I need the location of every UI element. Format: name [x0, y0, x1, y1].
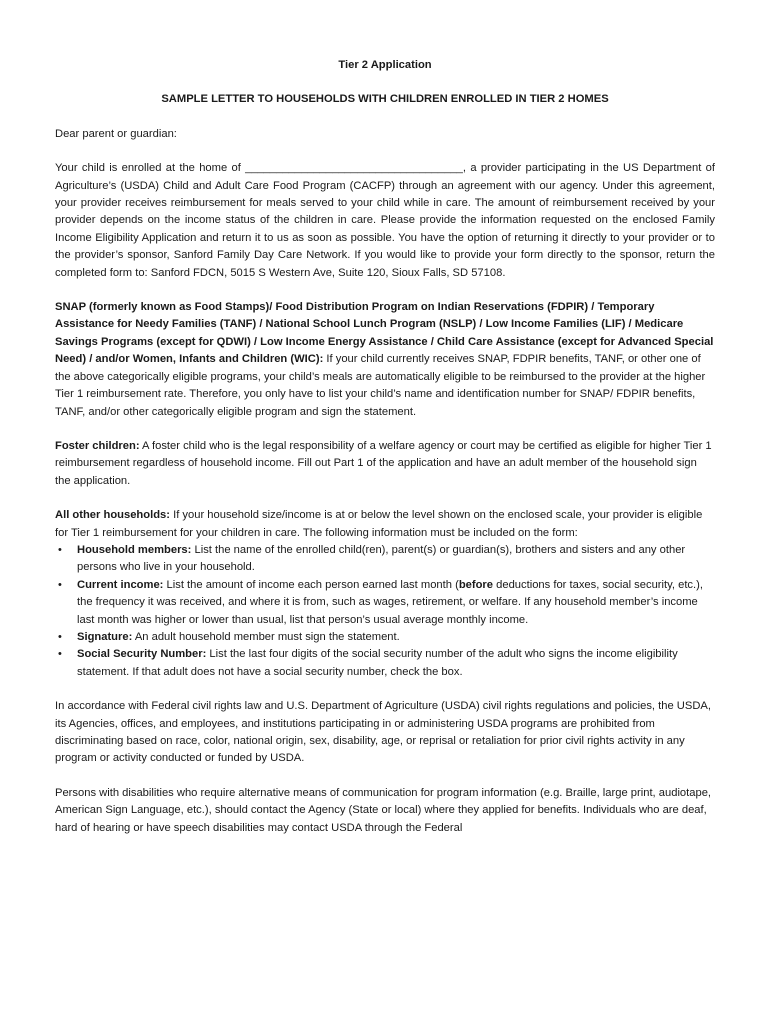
- bullet-icon: •: [58, 543, 62, 556]
- other-households-paragraph: [55, 507, 715, 542]
- foster-body: A foster child who is the legal responsibility of a welfare agency or court may be certified as eligible for higher Tier 1 reimbursement regardless of household income. Fill out Part 1 of the application and have an adult member of the household sign the application.: [55, 439, 712, 487]
- list-item: [55, 577, 715, 629]
- required-info-list: [55, 542, 715, 681]
- snap-body: If your child currently receives SNAP, FDPIR benefits, TANF, or other one of the above categorically eligible programs, your child’s meals are automatically eligible to be reimbursed to the provider at the higher Tier 1 reimbursement rate. Therefore, you only have to list your child’s name and identification number for SNAP/ FDPIR benefits, TANF, and/or other categorically eligible program and sign the statement.: [55, 353, 706, 418]
- civil-rights-paragraph: In accordance with Federal civil rights law and U.S. Department of Agriculture (USDA) civil rights regulations and policies, the USDA, its Agencies, offices, and employees, and institutions participating in or administering USDA programs are prohibited from discriminating based on race, color, national origin, sex, disability, age, or reprisal or retaliation for prior civil rights activity in any program or activity conducted or funded by USDA.: [55, 700, 711, 765]
- list-item-heading: Signature:: [77, 630, 133, 643]
- list-item-emphasis: before: [458, 578, 494, 591]
- list-item-body-continued: deductions for taxes, social security, etc.), the frequency it was received, and where it is from, such as wages, retirement, or welfare. If any household member’s income last month was higher or lower than usual, list that person’s usual average monthly income.: [77, 578, 703, 626]
- bullet-icon: •: [58, 578, 62, 591]
- list-item-heading: Social Security Number:: [77, 648, 207, 661]
- bullet-icon: •: [58, 630, 62, 643]
- foster-paragraph: [55, 438, 715, 490]
- letter-heading: SAMPLE LETTER TO HOUSEHOLDS WITH CHILDREN ENROLLED IN TIER 2 HOMES: [161, 93, 609, 106]
- list-item: [55, 646, 715, 681]
- list-item-body: List the name of the enrolled child(ren), parent(s) or guardian(s), brothers and sisters and any other persons who live in your household.: [77, 543, 686, 574]
- snap-heading: SNAP (formerly known as Food Stamps)/ Food Distribution Program on Indian Reservations (FDPIR) / Temporary Assistance for Needy Families (TANF) / National School Lunch Program (NSLP) / Low Income Families (LIF) / Medicare Savings Programs (except for QDWI) / Low Income Energy Assistance / Child Care Assistance (except for Advanced Special Need) / and/or Women, Infants and Children (WIC):: [55, 301, 714, 366]
- list-item-heading: Household members:: [77, 543, 192, 556]
- disabilities-paragraph: Persons with disabilities who require alternative means of communication for program information (e.g. Braille, large print, audiotape, American Sign Language, etc.), should contact the Agency (State or local) where they applied for benefits. Individuals who are deaf, hard of hearing or have speech disabilities may contact USDA through the Federal: [55, 786, 712, 834]
- snap-paragraph: [55, 299, 715, 421]
- list-item-body: An adult household member must sign the statement.: [132, 630, 400, 643]
- other-households-heading: All other households:: [55, 509, 170, 522]
- list-item-heading: Current income:: [77, 578, 164, 591]
- document-title: Tier 2 Application: [338, 59, 432, 71]
- list-item-body: List the last four digits of the social security number of the adult who signs the income eligibility statement. If that adult does not have a social security number, check the box.: [77, 648, 678, 678]
- foster-heading: Foster children:: [55, 439, 140, 452]
- intro-paragraph: Your child is enrolled at the home of ___________________________________, a provider participating in the US Department of Agriculture’s (USDA) Child and Adult Care Food Program (CACFP) through an agreement with our agency. Under this agreement, your provider receives reimbursement for meals served to your child while in care. The amount of reimbursement received by your provider depends on the income status of the children in care. Please provide the information requested on the enclosed Family Income Eligibility Application and return it to us as soon as possible. You have the option of returning it directly to your provider or to the provider’s sponsor, Sanford Family Day Care Network. If you would like to provide your form directly to the sponsor, return the completed form to: Sanford FDCN, 5015 S Western Ave, Suite 120, Sioux Falls, SD 57108.: [55, 162, 715, 279]
- document-body: [55, 57, 715, 837]
- list-item: [55, 629, 715, 646]
- salutation: Dear parent or guardian:: [55, 127, 177, 140]
- list-item: [55, 542, 715, 577]
- other-households-body: If your household size/income is at or below the level shown on the enclosed scale, your provider is eligible for Tier 1 reimbursement for your children in care. The following information must be included on the form:: [55, 509, 703, 539]
- list-item-body: List the amount of income each person earned last month (: [163, 578, 459, 591]
- bullet-icon: •: [58, 648, 62, 661]
